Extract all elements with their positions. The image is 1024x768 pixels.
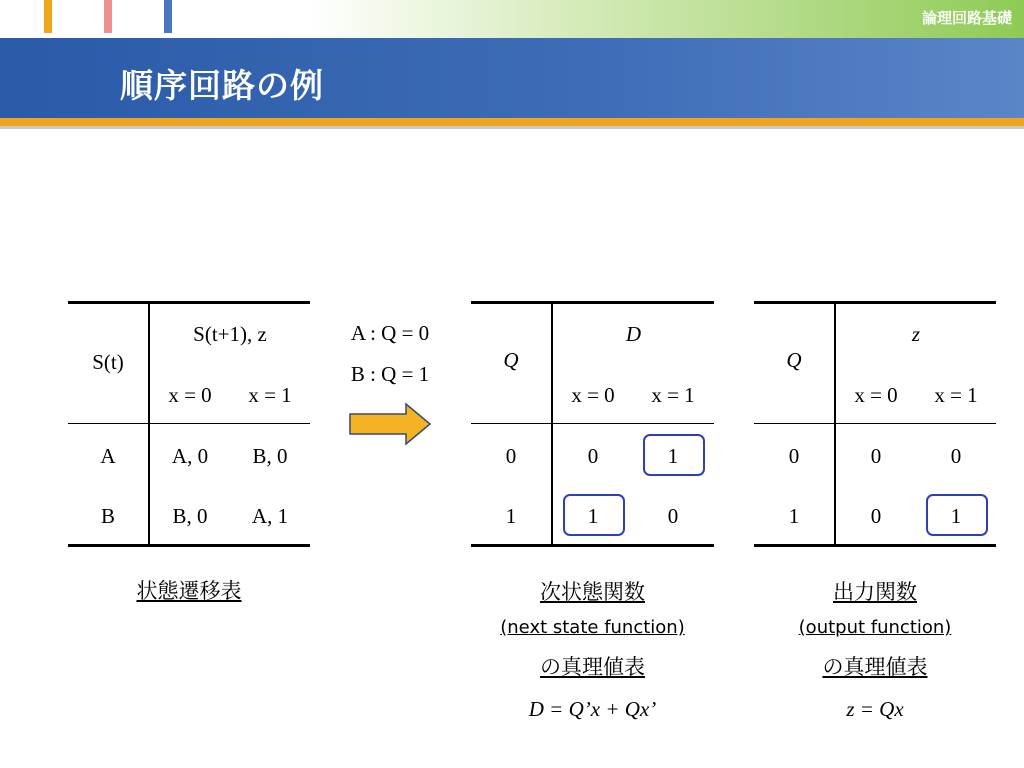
- table-cell: 1: [587, 504, 599, 528]
- table-cell: B, 0: [252, 444, 288, 468]
- assignment-a: A : Q = 0: [350, 321, 430, 345]
- output-caption-truth: の真理値表: [822, 655, 928, 679]
- state-header: S(t): [92, 350, 124, 374]
- slide-title: 順序回路の例: [120, 66, 324, 105]
- table-row-q: 0: [505, 444, 517, 468]
- table-cell: 1: [950, 504, 962, 528]
- table-row-state: B: [100, 504, 115, 528]
- next-state-caption-truth: の真理値表: [540, 655, 645, 679]
- x0-header: x = 0: [854, 383, 898, 407]
- output-caption: 出力関数: [833, 580, 917, 604]
- x1-header: x = 1: [934, 383, 978, 407]
- x0-header: x = 0: [168, 383, 212, 407]
- output-formula: z = Qx: [846, 697, 904, 721]
- table-cell: A, 1: [251, 504, 289, 528]
- x0-header: x = 0: [571, 383, 615, 407]
- course-name: 論理回路基礎: [921, 9, 1012, 27]
- z-header: z: [911, 322, 921, 346]
- table-cell: 0: [870, 504, 882, 528]
- x1-header: x = 1: [651, 383, 695, 407]
- highlight-box: [563, 494, 625, 536]
- next-state-caption: 次状態関数: [540, 580, 645, 604]
- table-top-rule: [754, 301, 996, 304]
- table-row-state: A: [100, 444, 116, 468]
- table-top-rule: [68, 301, 310, 304]
- table-cell: 0: [667, 504, 679, 528]
- next-state-header: S(t+1), z: [193, 322, 267, 346]
- table-cell: B, 0: [172, 504, 208, 528]
- accent-tick-pink: [104, 0, 112, 33]
- table-cell: A, 0: [171, 444, 209, 468]
- table-top-rule: [471, 301, 714, 304]
- table-bottom-rule: [754, 544, 996, 547]
- title-underline: [0, 118, 1024, 126]
- table-row-q: 1: [788, 504, 800, 528]
- table-mid-rule: [754, 423, 996, 424]
- accent-tick-orange: [44, 0, 52, 33]
- title-shadow-line: [0, 126, 1024, 129]
- q-header: Q: [786, 348, 802, 372]
- accent-tick-blue: [164, 0, 172, 33]
- assignment-b: B : Q = 1: [350, 362, 430, 386]
- table-cell: 0: [950, 444, 962, 468]
- table-cell: 1: [667, 444, 679, 468]
- table-cell: 0: [587, 444, 599, 468]
- next-state-formula: D = Q’x + Qx’: [528, 697, 657, 721]
- output-caption-en: (output function): [798, 617, 952, 638]
- table-row-q: 0: [788, 444, 800, 468]
- highlight-box: [926, 494, 988, 536]
- table-mid-rule: [471, 423, 714, 424]
- next-state-caption-en: (next state function): [500, 617, 685, 638]
- state-table-caption: 状態遷移表: [136, 579, 242, 603]
- highlight-box: [643, 434, 705, 476]
- right-arrow-icon: [348, 400, 434, 448]
- table-mid-rule: [68, 423, 310, 424]
- top-banner: [0, 0, 1024, 38]
- table-bottom-rule: [68, 544, 310, 547]
- table-bottom-rule: [471, 544, 714, 547]
- x1-header: x = 1: [248, 383, 292, 407]
- table-row-q: 1: [505, 504, 517, 528]
- title-bar: [0, 38, 1024, 118]
- table-cell: 0: [870, 444, 882, 468]
- d-header: D: [625, 322, 642, 346]
- q-header: Q: [503, 348, 519, 372]
